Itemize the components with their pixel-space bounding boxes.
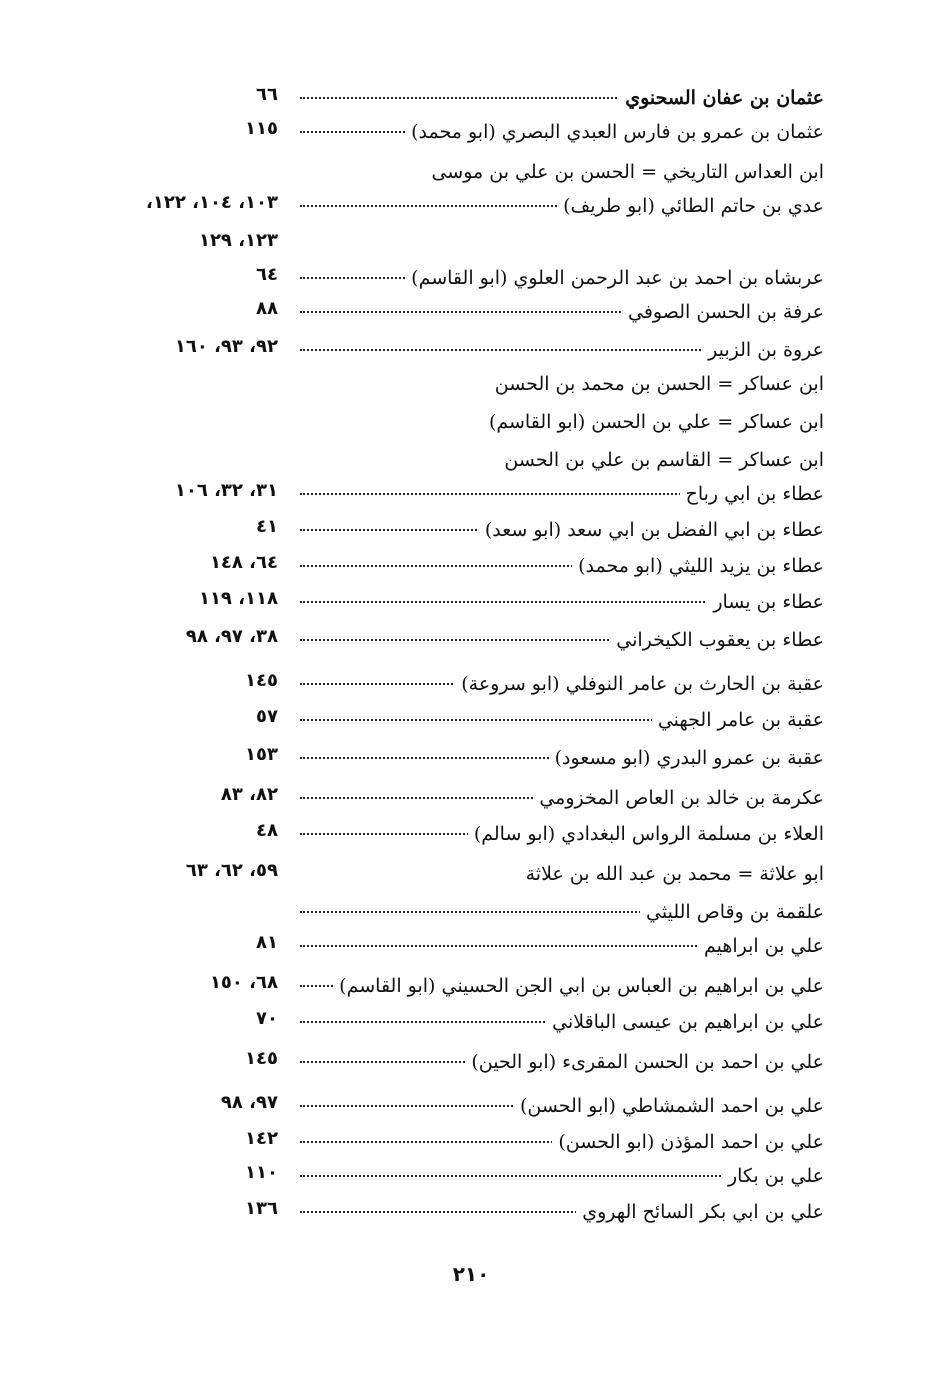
index-entry: [100, 514, 824, 546]
index-entry: [100, 896, 824, 928]
entry-pages: [100, 588, 278, 609]
entry-pages: [100, 820, 278, 841]
page-refs: ٤٨: [256, 820, 278, 841]
page-refs: ١٥٣: [245, 744, 278, 765]
entry-name: علي بن ابراهيم بن عيسى الباقلاني: [546, 1011, 824, 1033]
page-refs: ٦٨، ١٥٠: [209, 972, 278, 993]
entry-name: عطاء بن ابي الفضل بن ابي سعد (ابو سعد): [479, 519, 824, 541]
index-entry: [100, 858, 824, 890]
entry-name: عطاء بن ابي رباح: [680, 483, 824, 505]
entry-name: عكرمة بن خالد بن العاص المخزومي: [533, 787, 824, 809]
index-entry: [100, 444, 824, 476]
index-entry: [100, 1196, 824, 1228]
entry-pages: [100, 298, 278, 319]
index-entry: [100, 818, 824, 850]
index-entry: [100, 1126, 824, 1158]
index-entry: [100, 190, 824, 222]
page-refs: ٣٨، ٩٧، ٩٨: [185, 626, 278, 647]
page-refs: ٩٧، ٩٨: [220, 1092, 278, 1113]
index-entry: [100, 334, 824, 366]
index-entry: [100, 262, 824, 294]
entry-pages: [100, 1198, 278, 1219]
page-refs: ٦٤، ١٤٨: [209, 552, 278, 573]
entry-name: العلاء بن مسلمة الرواس البغدادي (ابو سالم): [468, 823, 824, 845]
entry-name: ابو علاثة = محمد بن عبد الله بن علاثة: [525, 863, 824, 885]
entry-pages: [100, 1092, 278, 1113]
page-refs: ١٤٢: [245, 1128, 278, 1149]
entry-pages: [100, 336, 278, 357]
index-entry: [100, 1006, 824, 1038]
page-refs: ١٠٣، ١٠٤، ١٢٢،: [146, 192, 278, 213]
entry-name: عطاء بن يزيد الليثي (ابو محمد): [572, 555, 824, 577]
index-entry: [100, 296, 824, 328]
entry-name: عربشاه بن احمد بن عبد الرحمن العلوي (ابو القاسم): [405, 267, 824, 289]
page-refs: ١٢٣، ١٢٩: [198, 230, 278, 251]
page-refs: ٦٤: [256, 264, 278, 285]
entry-name: علي بن احمد المؤذن (ابو الحسن): [552, 1131, 824, 1153]
entry-pages: [100, 552, 278, 573]
page-refs: ٩٢، ٩٣، ١٦٠: [174, 336, 278, 357]
page-refs: ١٤٥: [245, 1048, 278, 1069]
entry-pages: [100, 784, 278, 805]
page-refs: ٤١: [256, 516, 278, 537]
entry-pages: [100, 1048, 278, 1069]
entry-pages: [100, 230, 278, 251]
page-refs: ٨٨: [256, 298, 278, 319]
page-refs: ١١٠: [245, 1162, 278, 1183]
index-entry: [100, 930, 824, 962]
page-refs: ٧٠: [256, 1008, 278, 1029]
entry-name: ابن عساكر = الحسن بن محمد بن الحسن: [494, 373, 824, 395]
index-entry: [100, 550, 824, 582]
entry-name: عرفة بن الحسن الصوفي: [622, 301, 824, 323]
index-entry: [100, 624, 824, 656]
page-number: ٢١٠: [452, 1262, 490, 1286]
entry-name: عقبة بن الحارث بن عامر النوفلي (ابو سروعة): [455, 673, 824, 695]
entry-name: ابن العداس التاريخي = الحسن بن علي بن موسى: [431, 161, 824, 183]
entry-name: علقمة بن وقاص الليثي: [640, 901, 824, 923]
index-entry: [100, 478, 824, 510]
page-refs: ١١٨، ١١٩: [198, 588, 278, 609]
entry-pages: [100, 480, 278, 501]
entry-name: عروة بن الزبير: [702, 339, 824, 361]
entry-pages: [100, 706, 278, 727]
index-entry: [100, 668, 824, 700]
entry-name: علي بن احمد بن الحسن المقرىء (ابو الحين): [465, 1051, 824, 1073]
entry-name: عطاء بن يسار: [707, 591, 824, 613]
page-refs: ١٤٥: [245, 670, 278, 691]
page-refs: ٥٧: [256, 706, 278, 727]
index-entry: [100, 586, 824, 618]
entry-name: عثمان بن عمرو بن فارس العبدي البصري (ابو محمد): [405, 121, 824, 143]
page-refs: ٣١، ٣٢، ١٠٦: [174, 480, 278, 501]
index-entry: [100, 704, 824, 736]
entry-name: علي بن ابي بكر السائح الهروي: [576, 1201, 824, 1223]
index-entry: [100, 116, 824, 148]
entry-name: ابن عساكر = علي بن الحسن (ابو القاسم): [488, 411, 824, 433]
index-entry: [100, 1046, 824, 1078]
entry-pages: [100, 744, 278, 765]
entry-pages: [100, 264, 278, 285]
page-refs: ٦٦: [256, 84, 278, 105]
entry-name: عثمان بن عفان السحنوي: [619, 87, 824, 109]
entry-pages: [100, 1008, 278, 1029]
index-entry: [100, 742, 824, 774]
page-refs: ١١٥: [245, 118, 278, 139]
index-entry: [100, 228, 824, 260]
index-entry: [100, 970, 824, 1002]
entry-pages: [100, 516, 278, 537]
index-entry: [100, 782, 824, 814]
page-refs: ٨٢، ٨٣: [220, 784, 278, 805]
entry-pages: [100, 860, 278, 881]
entry-pages: [100, 932, 278, 953]
index-entry: [100, 82, 824, 114]
entry-name: ابن عساكر = القاسم بن علي بن الحسن: [504, 449, 824, 471]
index-entry: [100, 368, 824, 400]
entry-pages: [100, 972, 278, 993]
page-refs: ٨١: [256, 932, 278, 953]
page-refs: ٥٩، ٦٢، ٦٣: [185, 860, 278, 881]
index-entry: [100, 1090, 824, 1122]
entry-pages: [100, 1162, 278, 1183]
page-refs: ١٣٦: [245, 1198, 278, 1219]
entry-pages: [100, 1128, 278, 1149]
index-entry: [100, 156, 824, 188]
entry-name: علي بن ابراهيم: [698, 935, 824, 957]
entry-name: علي بن بكار: [722, 1165, 824, 1187]
entry-pages: [100, 84, 278, 105]
entry-name: عدي بن حاتم الطائي (ابو طريف): [557, 195, 824, 217]
entry-name: عطاء بن يعقوب الكيخراني: [610, 629, 824, 651]
entry-pages: [100, 670, 278, 691]
entry-name: علي بن ابراهيم بن العباس بن ابي الجن الحسيني (ابو القاسم): [333, 975, 824, 997]
entry-pages: [100, 626, 278, 647]
entry-name: عقبة بن عامر الجهني: [652, 709, 824, 731]
entry-pages: [100, 192, 278, 213]
entry-name: عقبة بن عمرو البدري (ابو مسعود): [549, 747, 824, 769]
entry-name: علي بن احمد الشمشاطي (ابو الحسن): [514, 1095, 824, 1117]
entry-pages: [100, 118, 278, 139]
index-entry: [100, 1160, 824, 1192]
index-entry: [100, 406, 824, 438]
